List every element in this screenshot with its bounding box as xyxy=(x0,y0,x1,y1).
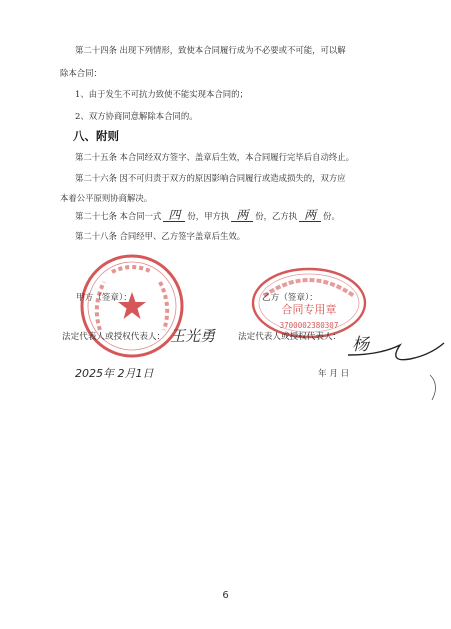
article-27-mid1: 份，甲方执 xyxy=(187,211,230,221)
article-24-continued: 除本合同： xyxy=(60,68,102,78)
list-item-1: 1、由于发生不可抗力致使不能实现本合同的； xyxy=(75,89,248,99)
article-26: 第二十六条 因不可归责于双方的原因影响合同履行或造成损失的，双方应 xyxy=(75,173,346,183)
article-27 xyxy=(75,210,340,222)
copies-party-a: 两 xyxy=(231,210,253,222)
party-a-seal-label: 甲方（签章）： xyxy=(76,293,132,303)
party-b-rep-label: 法定代表人或授权代表人： xyxy=(238,332,342,342)
section-heading: 八、附则 xyxy=(73,129,119,143)
seal-title: 合同专用章 xyxy=(281,303,337,316)
article-27-suffix: 份。 xyxy=(323,211,340,221)
page-number: 6 xyxy=(222,590,229,601)
article-25: 第二十五条 本合同经双方签字、盖章后生效，本合同履行完毕后自动终止。 xyxy=(75,152,355,162)
copies-total: 四 xyxy=(163,210,185,222)
article-26-continued: 本着公平原则协商解决。 xyxy=(60,193,153,203)
article-27-mid2: 份，乙方执 xyxy=(255,211,298,221)
article-28: 第二十八条 合同经甲、乙方签字盖章后生效。 xyxy=(75,231,246,241)
party-a-date: 2025年 2月1日 xyxy=(75,367,154,380)
party-b-signature: 杨 xyxy=(352,335,369,355)
party-b-seal-label: 乙方（签章）： xyxy=(262,293,318,303)
party-b-date: 年 月 日 xyxy=(318,369,350,379)
article-27-prefix: 第二十七条 本合同一式 xyxy=(75,211,162,221)
article-24: 第二十四条 出现下列情形，致使本合同履行成为不必要或不可能，可以解 xyxy=(75,45,346,55)
seal-code: 3700002380307 xyxy=(279,321,339,330)
copies-party-b: 两 xyxy=(299,210,321,222)
party-a-signature: 王光勇 xyxy=(170,327,216,345)
list-item-2: 2、双方协商同意解除本合同的。 xyxy=(75,111,198,121)
signature-stroke xyxy=(340,325,450,415)
party-a-rep-label: 法定代表人或授权代表人： xyxy=(62,332,166,342)
